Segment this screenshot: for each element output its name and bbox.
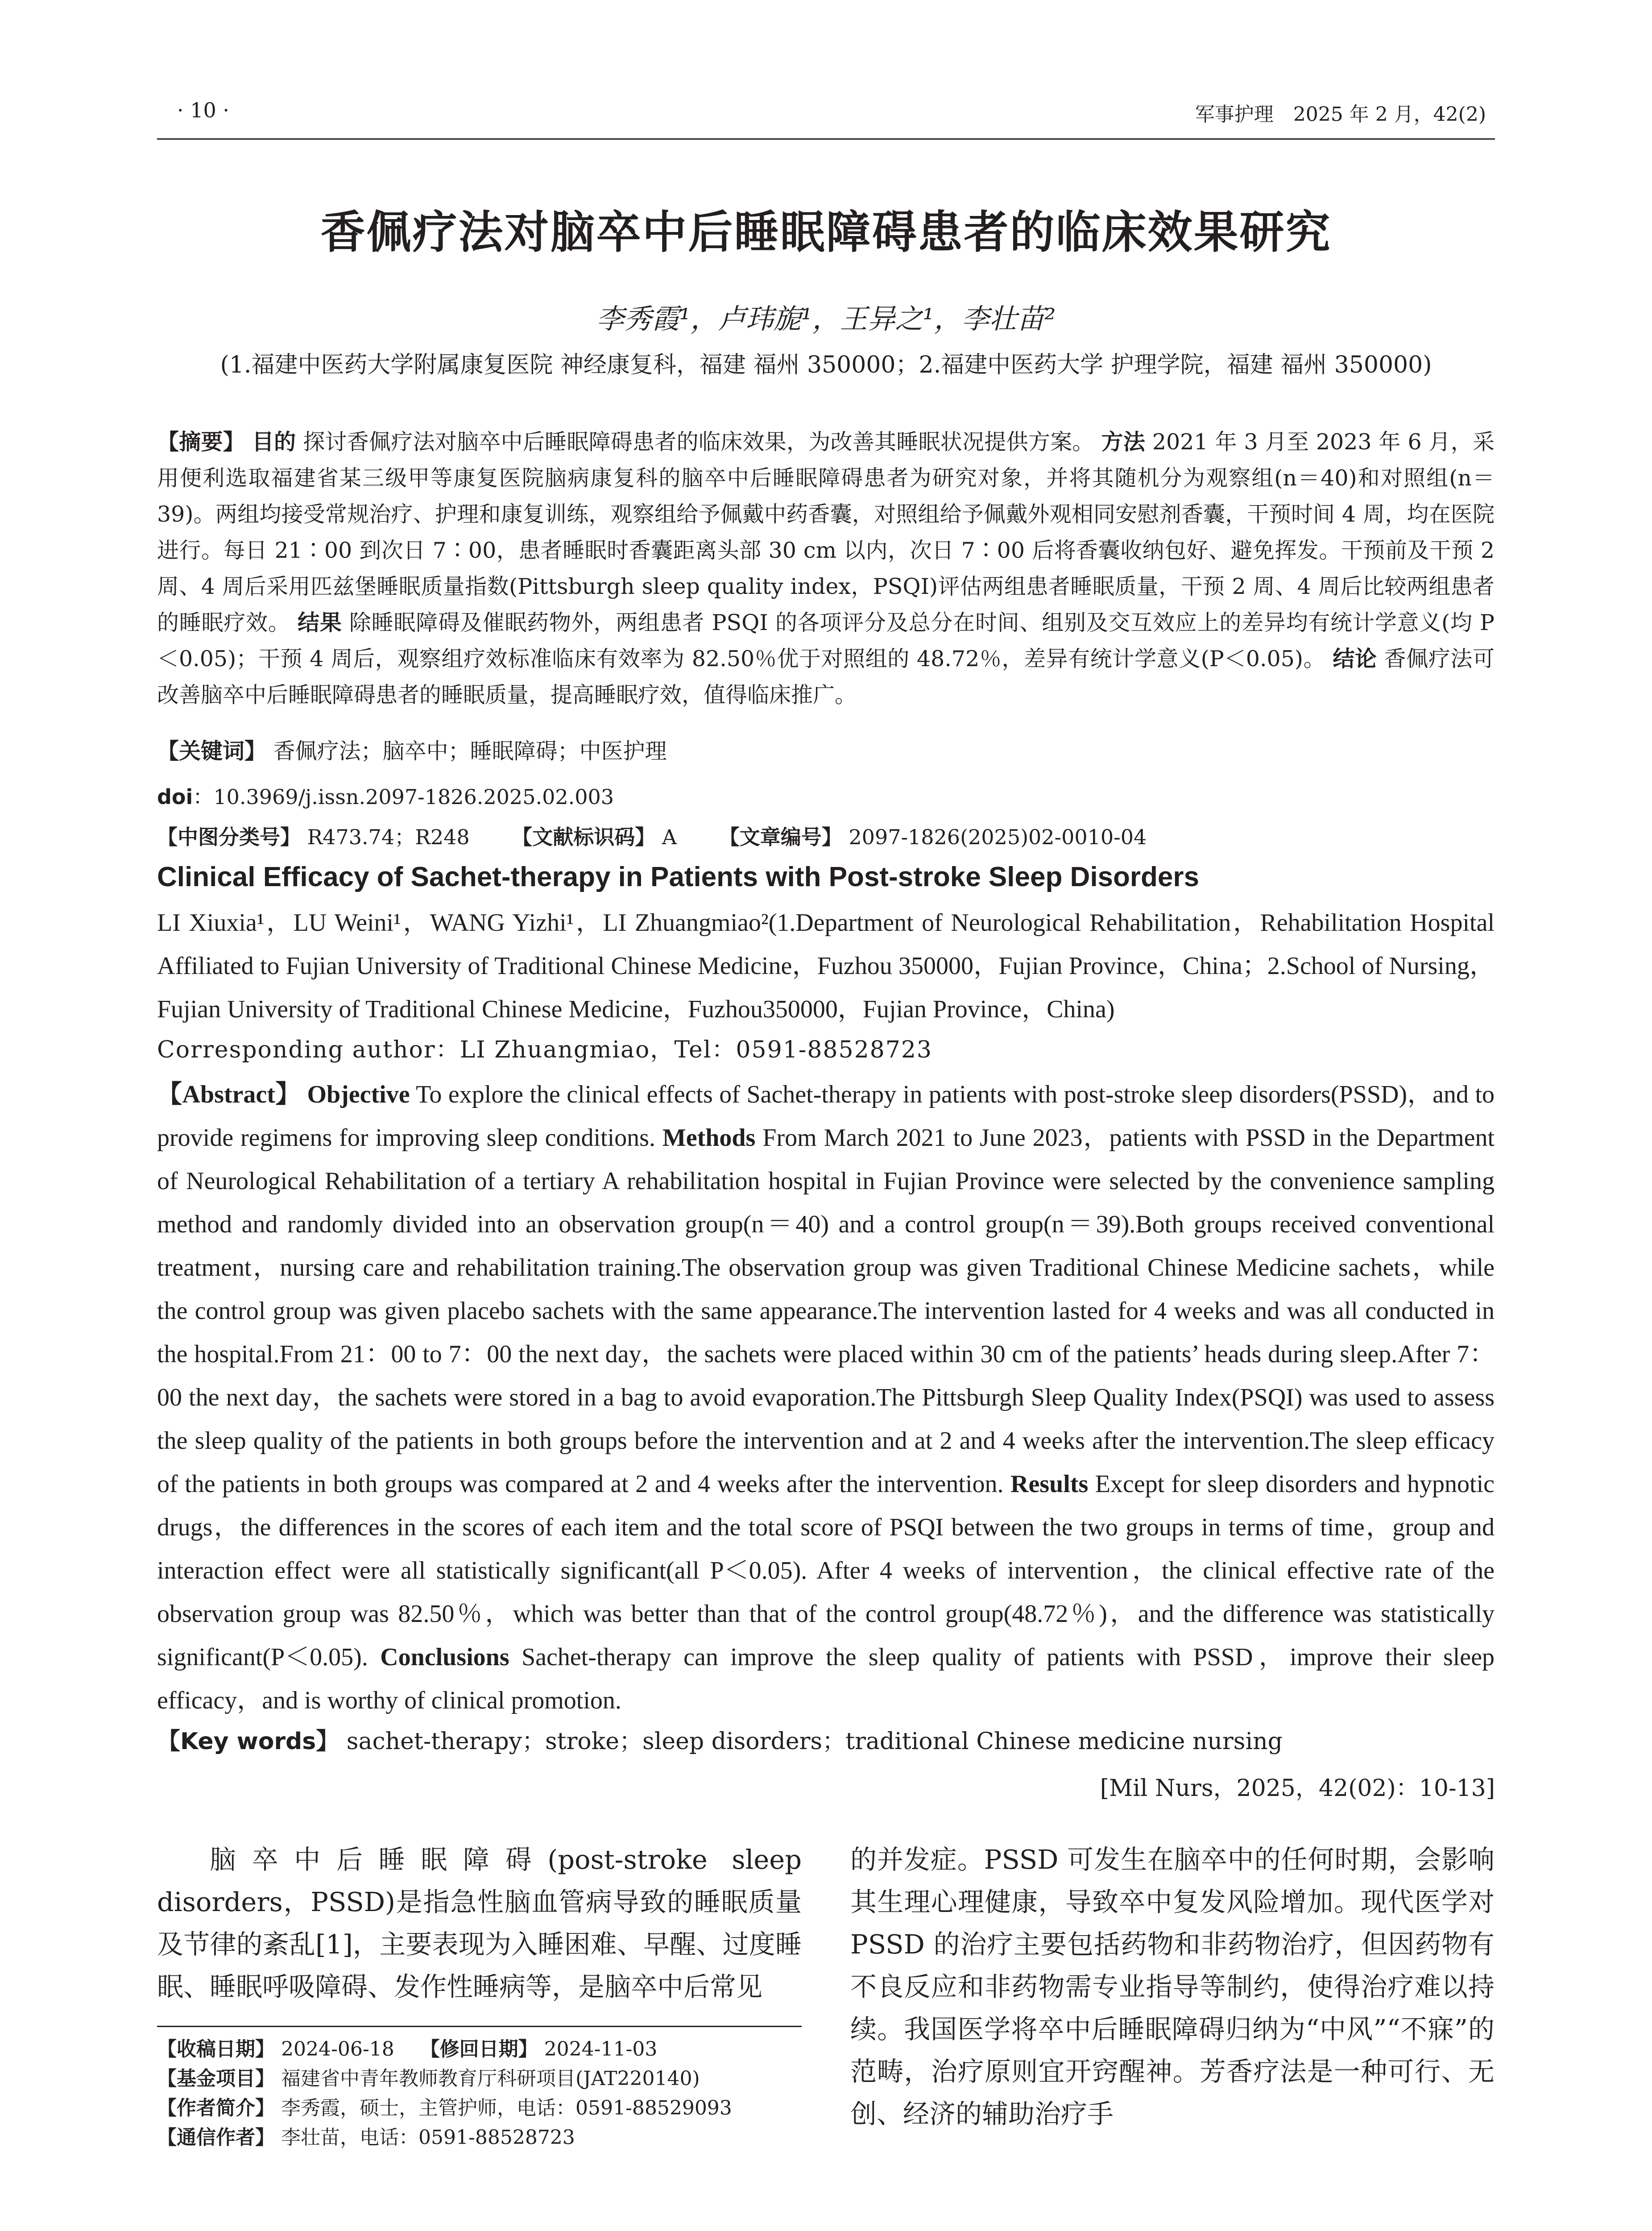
methods-en: From March 2021 to June 2023，patients with PSSD in the Department of Neurological Rehabilitation of a tertiary A rehabilitation hospital in Fujian Province were selected by the convenience sampling method and randomly divided into an observation group(n＝40) and a control group(n＝39).Both groups received conventional treatment，nursing care and rehabilitation training.The observation group was given Traditional Chinese Medicine sachets，while the control group was given placebo sachets with the same appearance.The intervention lasted for 4 weeks and was all conducted in the hospital.From 21：00 to 7：00 the next day，the sachets were placed within 30 cm of the patients’ heads during sleep.After 7：00 the next day，the sachets were stored in a bag to avoid evaporation.The Pittsburgh Sleep Quality Index(PSQI) was used to assess the sleep quality of the patients in both groups before the intervention and at 2 and 4 weeks after the intervention.The sleep efficacy of the patients in both groups was compared at 2 and 4 weeks after the intervention. xyxy=(157,1124,1495,1498)
keywords-cn xyxy=(157,734,1495,765)
footnote-rule xyxy=(157,2026,802,2027)
results-cn-label: 结果 xyxy=(297,610,342,635)
received-label: 【收稿日期】 xyxy=(157,2038,275,2061)
page-number: · 10 · xyxy=(177,98,230,122)
keywords-cn-text: 香佩疗法；脑卒中；睡眠障碍；中医护理 xyxy=(273,738,667,764)
keywords-cn-label: 【关键词】 xyxy=(157,738,267,764)
clc-value: R473.74；R248 xyxy=(307,825,470,849)
abstract-cn xyxy=(157,424,1495,713)
author-bio-label: 【作者简介】 xyxy=(157,2097,275,2119)
body-column-right xyxy=(850,1838,1495,2135)
citation: [Mil Nurs，2025，42(02)：10-13] xyxy=(1100,1775,1495,1802)
running-header xyxy=(157,94,1495,134)
doc-code-value: A xyxy=(662,825,677,849)
journal-issue: 军事护理 2025 年 2 月，42(2) xyxy=(1195,103,1486,126)
abstract-cn-label: 【摘要】 xyxy=(157,429,245,455)
conclusions-en: Sachet-therapy can improve the sleep quality of patients with PSSD，improve their sleep efficacy，and is worthy of clinical promotion. xyxy=(157,1643,1495,1714)
corr-author-text: 李壮苗，电话：0591-88528723 xyxy=(281,2126,575,2149)
doi-line xyxy=(157,781,1495,810)
objective-cn: 探讨香佩疗法对脑卒中后睡眠障碍患者的临床效果，为改善其睡眠状况提供方案。 xyxy=(303,429,1094,455)
header-rule xyxy=(157,138,1495,140)
results-cn: 除睡眠障碍及催眠药物外，两组患者 PSQI 的各项评分及总分在时间、组别及交互效应上的差异均有统计学意义(均 P＜0.05)；干预 4 周后，观察组疗效标准临床有效率为 82.50％优于对照组的 48.72％，差异有统计学意义(P＜0.05)。 xyxy=(157,610,1495,672)
received-date: 2024-06-18 xyxy=(281,2038,394,2061)
conclusions-en-label: Conclusions xyxy=(380,1643,509,1671)
doi-text[interactable]: ：10.3969/j.issn.2097-1826.2025.02.003 xyxy=(193,785,614,809)
footnote-author xyxy=(157,2094,802,2123)
methods-en-label: Methods xyxy=(662,1124,756,1152)
corr-author-label: 【通信作者】 xyxy=(157,2126,275,2149)
results-en: Except for sleep disorders and hypnotic drugs，the differences in the scores of each item and the total score of PSQI between the two groups in terms of time，group and interaction effect were all statistically significant(all P＜0.05). After 4 weeks of intervention，the clinical effective rate of the observation group was 82.50％，which was better than that of the control group(48.72％)，and the difference was statistically significant(P＜0.05). xyxy=(157,1470,1495,1671)
abstract-en-label: 【Abstract】 xyxy=(157,1081,301,1108)
methods-cn-label: 方法 xyxy=(1101,429,1145,455)
doc-code-label: 【文献标识码】 xyxy=(512,825,656,849)
author-bio-text: 李秀霞，硕士，主管护师，电话：0591-88529093 xyxy=(281,2097,732,2119)
footnote xyxy=(157,2035,802,2152)
footnote-fund xyxy=(157,2064,802,2094)
body-paragraph: 脑卒中后睡眠障碍(post-stroke sleep disorders，PSSD)是指急性脑血管病导致的睡眠质量及节律的紊乱[1]，主要表现为入睡困难、早醒、过度睡眠、睡眠呼吸障碍、发作性睡病等，是脑卒中后常见 xyxy=(157,1844,802,2002)
conclusion-cn: 香佩疗法可改善脑卒中后睡眠障碍患者的睡眠质量，提高睡眠疗效，值得临床推广。 xyxy=(157,646,1495,708)
conclusion-cn-label: 结论 xyxy=(1333,646,1377,672)
objective-cn-label: 目的 xyxy=(252,429,296,455)
results-en-label: Results xyxy=(1010,1470,1089,1498)
author-list: 李秀霞¹，卢玮旎¹，王异之¹，李壮苗² xyxy=(596,303,1056,335)
keywords-en-text: sachet-therapy；stroke；sleep disorders；traditional Chinese medicine nursing xyxy=(346,1728,1283,1755)
english-authors: LI Xiuxia¹，LU Weini¹，WANG Yizhi¹，LI Zhuangmiao²(1.Department of Neurological Rehabilitation，Rehabilitation Hospital Affiliated to Fujian University of Traditional Chinese Medicine，Fuzhou 350000，Fujian Province，China；2.School of Nursing，Fujian University of Traditional Chinese Medicine，Fuzhou350000，Fujian Province，China) xyxy=(157,909,1495,1023)
article-no-value: 2097-1826(2025)02-0010-04 xyxy=(849,825,1147,849)
footnote-dates xyxy=(157,2035,802,2064)
body-column-left xyxy=(157,1838,802,2008)
article-no-label: 【文章编号】 xyxy=(719,825,842,849)
fund-label: 【基金项目】 xyxy=(157,2067,275,2090)
revised-date: 2024-11-03 xyxy=(544,2038,658,2061)
keywords-en xyxy=(157,1722,1495,1756)
abstract-en xyxy=(157,1073,1495,1722)
footnote-corresponding xyxy=(157,2123,802,2152)
objective-en-label: Objective xyxy=(307,1081,410,1108)
corresponding-author: Corresponding author：LI Zhuangmiao，Tel：0591-88528723 xyxy=(157,1037,932,1063)
classification-line xyxy=(157,821,1495,850)
article-title: 香佩疗法对脑卒中后睡眠障碍患者的临床效果研究 xyxy=(320,206,1332,258)
affiliations: (1.福建中医药大学附属康复医院 神经康复科，福建 福州 350000；2.福建中医药大学 护理学院，福建 福州 350000) xyxy=(220,352,1432,378)
doi-label: doi xyxy=(157,785,193,809)
methods-cn: 2021 年 3 月至 2023 年 6 月，采用便利选取福建省某三级甲等康复医院脑病康复科的脑卒中后睡眠障碍患者为研究对象，并将其随机分为观察组(n＝40)和对照组(n＝39)。两组均接受常规治疗、护理和康复训练，观察组给予佩戴中药香囊，对照组给予佩戴外观相同安慰剂香囊，干预时间 4 周，均在医院进行。每日 21∶00 到次日 7∶00，患者睡眠时香囊距离头部 30 cm 以内，次日 7∶00 后将香囊收纳包好、避免挥发。干预前及干预 2 周、4 周后采用匹兹堡睡眠质量指数(Pittsburgh sleep quality index，PSQI)评估两组患者睡眠质量，干预 2 周、4 周后比较两组患者的睡眠疗效。 xyxy=(157,429,1495,635)
english-title: Clinical Efficacy of Sachet-therapy in Patients with Post-stroke Sleep Disorders xyxy=(157,862,1199,892)
keywords-en-label: 【Key words】 xyxy=(157,1728,340,1755)
fund-text: 福建省中青年教师教育厅科研项目(JAT220140) xyxy=(281,2067,700,2090)
clc-label: 【中图分类号】 xyxy=(157,825,301,849)
body-paragraph: 的并发症。PSSD 可发生在脑卒中的任何时期，会影响其生理心理健康，导致卒中复发风险增加。现代医学对 PSSD 的治疗主要包括药物和非药物治疗，但因药物有不良反应和非药物需专业指导等制约，使得治疗难以持续。我国医学将卒中后睡眠障碍归纳为“中风”“不寐”的范畴，治疗原则宜开窍醒神。芳香疗法是一种可行、无创、经济的辅助治疗手 xyxy=(850,1844,1495,2129)
objective-en: To explore the clinical effects of Sachet-therapy in patients with post-stroke sleep disorders(PSSD)，and to provide regimens for improving sleep conditions. xyxy=(157,1081,1495,1152)
revised-label: 【修回日期】 xyxy=(420,2038,538,2061)
